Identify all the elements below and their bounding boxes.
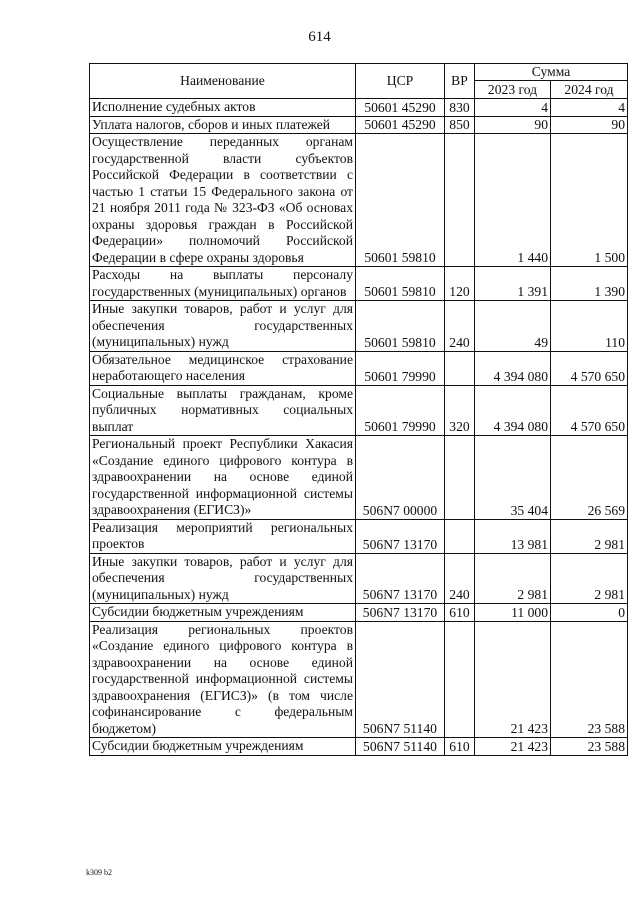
header-csr: ЦСР: [356, 64, 445, 99]
row-amount-2023: 21 423: [475, 738, 551, 756]
header-year-2023: 2023 год: [475, 81, 551, 99]
row-name: Региональный проект Республики Хакасия «Создание единого цифрового контура в здравоохранении на основе единой государственной информационной системы здравоохранения (ЕГИСЗ)»: [90, 436, 356, 520]
table-row: [90, 519, 628, 553]
table-row: [90, 738, 628, 756]
row-csr: 506N7 13170: [356, 604, 445, 622]
row-vr: [445, 621, 475, 738]
table-row: [90, 301, 628, 352]
row-vr: 120: [445, 267, 475, 301]
row-name: Исполнение судебных актов: [90, 99, 356, 117]
row-name: Субсидии бюджетным учреждениям: [90, 738, 356, 756]
row-csr: 50601 59810: [356, 301, 445, 352]
row-amount-2023: 4 394 080: [475, 385, 551, 436]
row-amount-2023: 11 000: [475, 604, 551, 622]
row-csr: 50601 45290: [356, 99, 445, 117]
row-amount-2023: 13 981: [475, 519, 551, 553]
row-vr: 610: [445, 604, 475, 622]
row-amount-2023: 1 391: [475, 267, 551, 301]
row-csr: 50601 79990: [356, 351, 445, 385]
row-amount-2023: 90: [475, 116, 551, 134]
document-code: k309 b2: [86, 868, 112, 877]
table-row: [90, 351, 628, 385]
row-csr: 506N7 00000: [356, 436, 445, 520]
row-csr: 506N7 13170: [356, 553, 445, 604]
row-amount-2024: 1 390: [551, 267, 628, 301]
table-row: [90, 267, 628, 301]
row-vr: [445, 351, 475, 385]
table-row: [90, 621, 628, 738]
row-amount-2024: 110: [551, 301, 628, 352]
row-amount-2023: 21 423: [475, 621, 551, 738]
row-vr: 610: [445, 738, 475, 756]
row-vr: [445, 436, 475, 520]
table-row: [90, 553, 628, 604]
row-amount-2024: 26 569: [551, 436, 628, 520]
row-amount-2024: 4 570 650: [551, 351, 628, 385]
row-csr: 50601 45290: [356, 116, 445, 134]
row-name: Иные закупки товаров, работ и услуг для обеспечения государственных (муниципальных) нужд: [90, 301, 356, 352]
row-amount-2023: 4: [475, 99, 551, 117]
page-number: 614: [308, 29, 331, 45]
row-amount-2024: 90: [551, 116, 628, 134]
row-amount-2024: 2 981: [551, 519, 628, 553]
row-amount-2023: 2 981: [475, 553, 551, 604]
header-year-2024: 2024 год: [551, 81, 628, 99]
row-vr: 240: [445, 553, 475, 604]
row-amount-2024: 23 588: [551, 621, 628, 738]
row-name: Реализация региональных проектов «Создание единого цифрового контура в здравоохранении на основе единой государственной информационной системы здравоохранения (ЕГИСЗ)» (в том числе софинансирование с федеральным бюджетом): [90, 621, 356, 738]
header-name: Наименование: [90, 64, 356, 99]
row-amount-2024: 4 570 650: [551, 385, 628, 436]
row-amount-2023: 35 404: [475, 436, 551, 520]
row-csr: 50601 59810: [356, 267, 445, 301]
row-name: Субсидии бюджетным учреждениям: [90, 604, 356, 622]
row-vr: 850: [445, 116, 475, 134]
row-name: Социальные выплаты гражданам, кроме публичных нормативных социальных выплат: [90, 385, 356, 436]
row-vr: 830: [445, 99, 475, 117]
row-name: Осуществление переданных органам государственной власти субъектов Российской Федерации в соответствии с частью 1 статьи 15 Федерального закона от 21 ноября 2011 года № 323-ФЗ «Об основах охраны здоровья граждан в Российской Федерации» полномочий Российской Федерации в сфере охраны здоровья: [90, 134, 356, 267]
row-amount-2023: 1 440: [475, 134, 551, 267]
row-amount-2024: 2 981: [551, 553, 628, 604]
row-amount-2024: 1 500: [551, 134, 628, 267]
row-name: Расходы на выплаты персоналу государственных (муниципальных) органов: [90, 267, 356, 301]
row-csr: 506N7 51140: [356, 738, 445, 756]
row-name: Обязательное медицинское страхование неработающего населения: [90, 351, 356, 385]
row-amount-2023: 4 394 080: [475, 351, 551, 385]
table-row: [90, 99, 628, 117]
row-amount-2024: 4: [551, 99, 628, 117]
header-vr: ВР: [445, 64, 475, 99]
row-csr: 50601 79990: [356, 385, 445, 436]
header-sum: Сумма: [475, 64, 628, 81]
row-name: Иные закупки товаров, работ и услуг для обеспечения государственных (муниципальных) нужд: [90, 553, 356, 604]
table-row: [90, 385, 628, 436]
row-vr: 240: [445, 301, 475, 352]
row-csr: 506N7 13170: [356, 519, 445, 553]
row-vr: [445, 519, 475, 553]
row-amount-2024: 23 588: [551, 738, 628, 756]
row-amount-2024: 0: [551, 604, 628, 622]
table-row: [90, 116, 628, 134]
budget-table: [89, 63, 628, 756]
table-row: [90, 134, 628, 267]
row-csr: 50601 59810: [356, 134, 445, 267]
table-row: [90, 436, 628, 520]
row-name: Уплата налогов, сборов и иных платежей: [90, 116, 356, 134]
row-vr: 320: [445, 385, 475, 436]
row-csr: 506N7 51140: [356, 621, 445, 738]
row-name: Реализация мероприятий региональных проектов: [90, 519, 356, 553]
table-row: [90, 604, 628, 622]
row-amount-2023: 49: [475, 301, 551, 352]
row-vr: [445, 134, 475, 267]
